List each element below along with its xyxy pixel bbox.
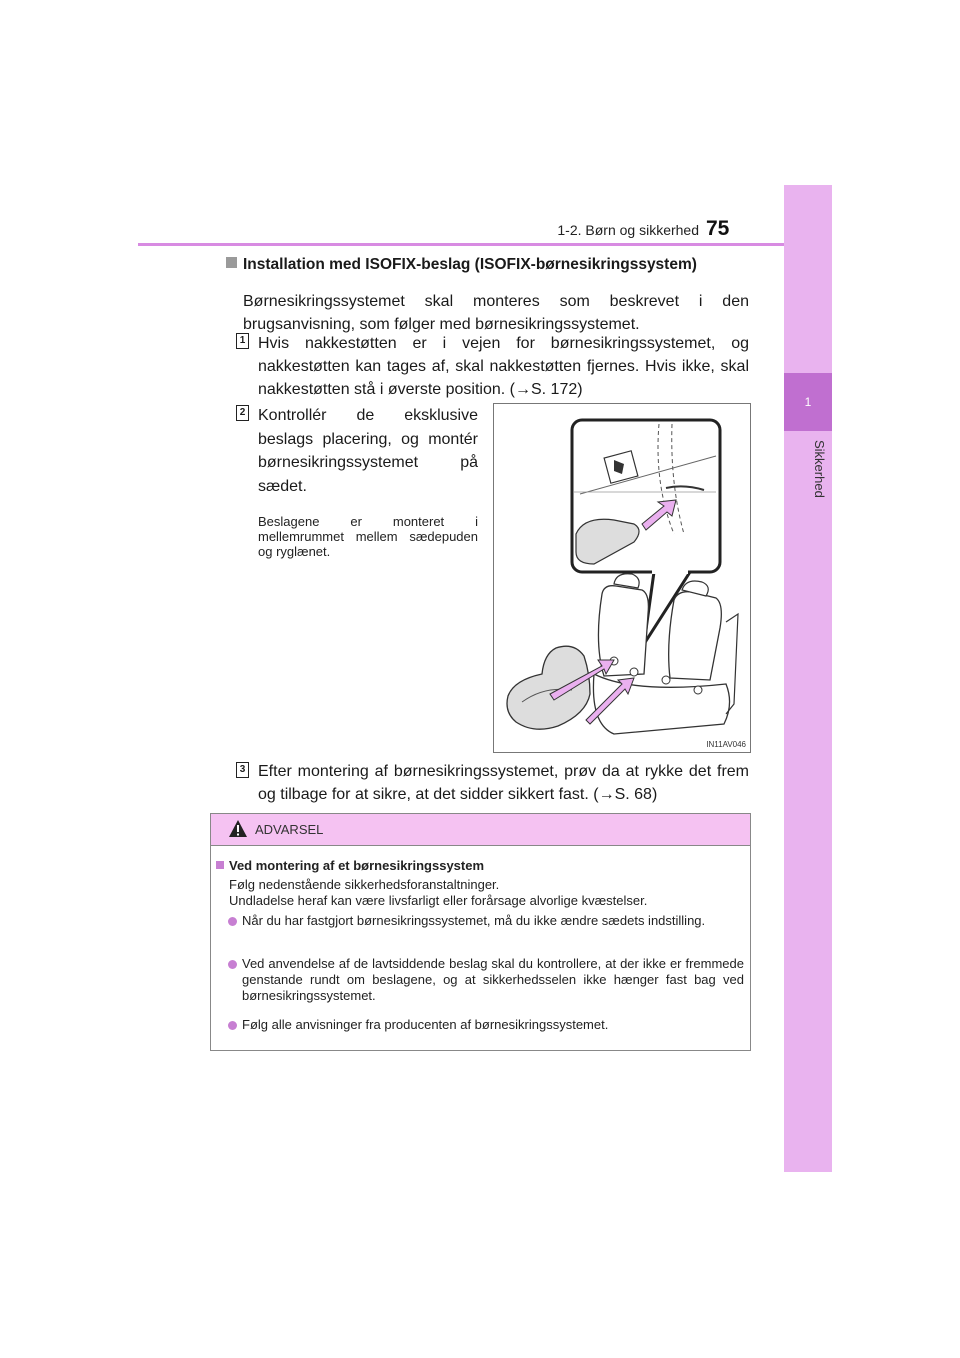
page-number: 75 bbox=[706, 217, 730, 240]
warning-bullet-2: Ved anvendelse af de lavtsiddende beslag skal du kontrollere, at der ikke er fremmede genstande rundt om beslagene, og at sikkerhedsselen ikke hænger fast bag ved børnesikringssystemet. bbox=[242, 956, 744, 1003]
isofix-drawing bbox=[494, 404, 750, 752]
heading-square-icon bbox=[226, 257, 237, 268]
intro-paragraph: Børnesikringssystemet skal monteres som beskrevet i den brugsanvisning, som følger med børnesikringssystemet. bbox=[243, 293, 749, 333]
warning-subheading: Ved montering af et børnesikringssystem bbox=[229, 858, 485, 873]
step-2-note: Beslagene er monteret i mellemrummet mellem sædepuden og ryglænet. bbox=[258, 514, 478, 559]
warning-title: ADVARSEL bbox=[255, 822, 324, 837]
step-number-3: 3 bbox=[236, 762, 249, 778]
step-1-text: Hvis nakkestøtten er i vejen for børnesikringssystemet, og nakkestøtten kan tages af, skal nakkestøtten fjernes. Hvis ikke, skal nakkestøtten stå i øverste position. (→S. 172) bbox=[258, 335, 749, 398]
warning-intro-line-1: Følg nedenstående sikkerhedsforanstaltninger. bbox=[229, 877, 500, 892]
chapter-label: Sikkerhed bbox=[812, 440, 827, 498]
warning-subheading-square-icon bbox=[216, 861, 224, 869]
warning-intro-line-2: Undladelse heraf kan være livsfarligt eller forårsage alvorlige kvæstelser. bbox=[229, 893, 648, 908]
warning-bullet-icon bbox=[228, 960, 237, 969]
heading-text: Installation med ISOFIX-beslag (ISOFIX-børnesikringssystem) bbox=[243, 256, 697, 273]
isofix-illustration bbox=[493, 403, 751, 753]
warning-bullet-3: Følg alle anvisninger fra producenten af børnesikringssystemet. bbox=[242, 1017, 609, 1032]
warning-triangle-icon bbox=[228, 819, 248, 838]
section-title: 1-2. Børn og sikkerhed bbox=[557, 222, 699, 238]
header-divider bbox=[138, 243, 784, 246]
warning-bullet-1: Når du har fastgjort børnesikringssystemet, må du ikke ændre sædets indstilling. bbox=[242, 913, 706, 928]
step-number-1: 1 bbox=[236, 333, 249, 349]
chapter-side-tab bbox=[784, 185, 832, 1172]
step-number-2: 2 bbox=[236, 405, 249, 421]
warning-box bbox=[210, 813, 751, 1051]
warning-bullet-icon bbox=[228, 1021, 237, 1030]
warning-header bbox=[211, 814, 750, 846]
step-3-text: Efter montering af børnesikringssystemet, prøv da at rykke det frem og tilbage for at sikre, at det sidder sikkert fast. (→S. 68) bbox=[258, 763, 749, 803]
page-heading bbox=[226, 256, 697, 274]
step-2-text: Kontrollér de eksklusive beslags placering, og montér børnesikringssystemet på sædet. bbox=[258, 407, 478, 495]
warning-bullet-icon bbox=[228, 917, 237, 926]
chapter-number: 1 bbox=[804, 395, 812, 409]
figure-code: IN11AV046 bbox=[706, 740, 746, 749]
